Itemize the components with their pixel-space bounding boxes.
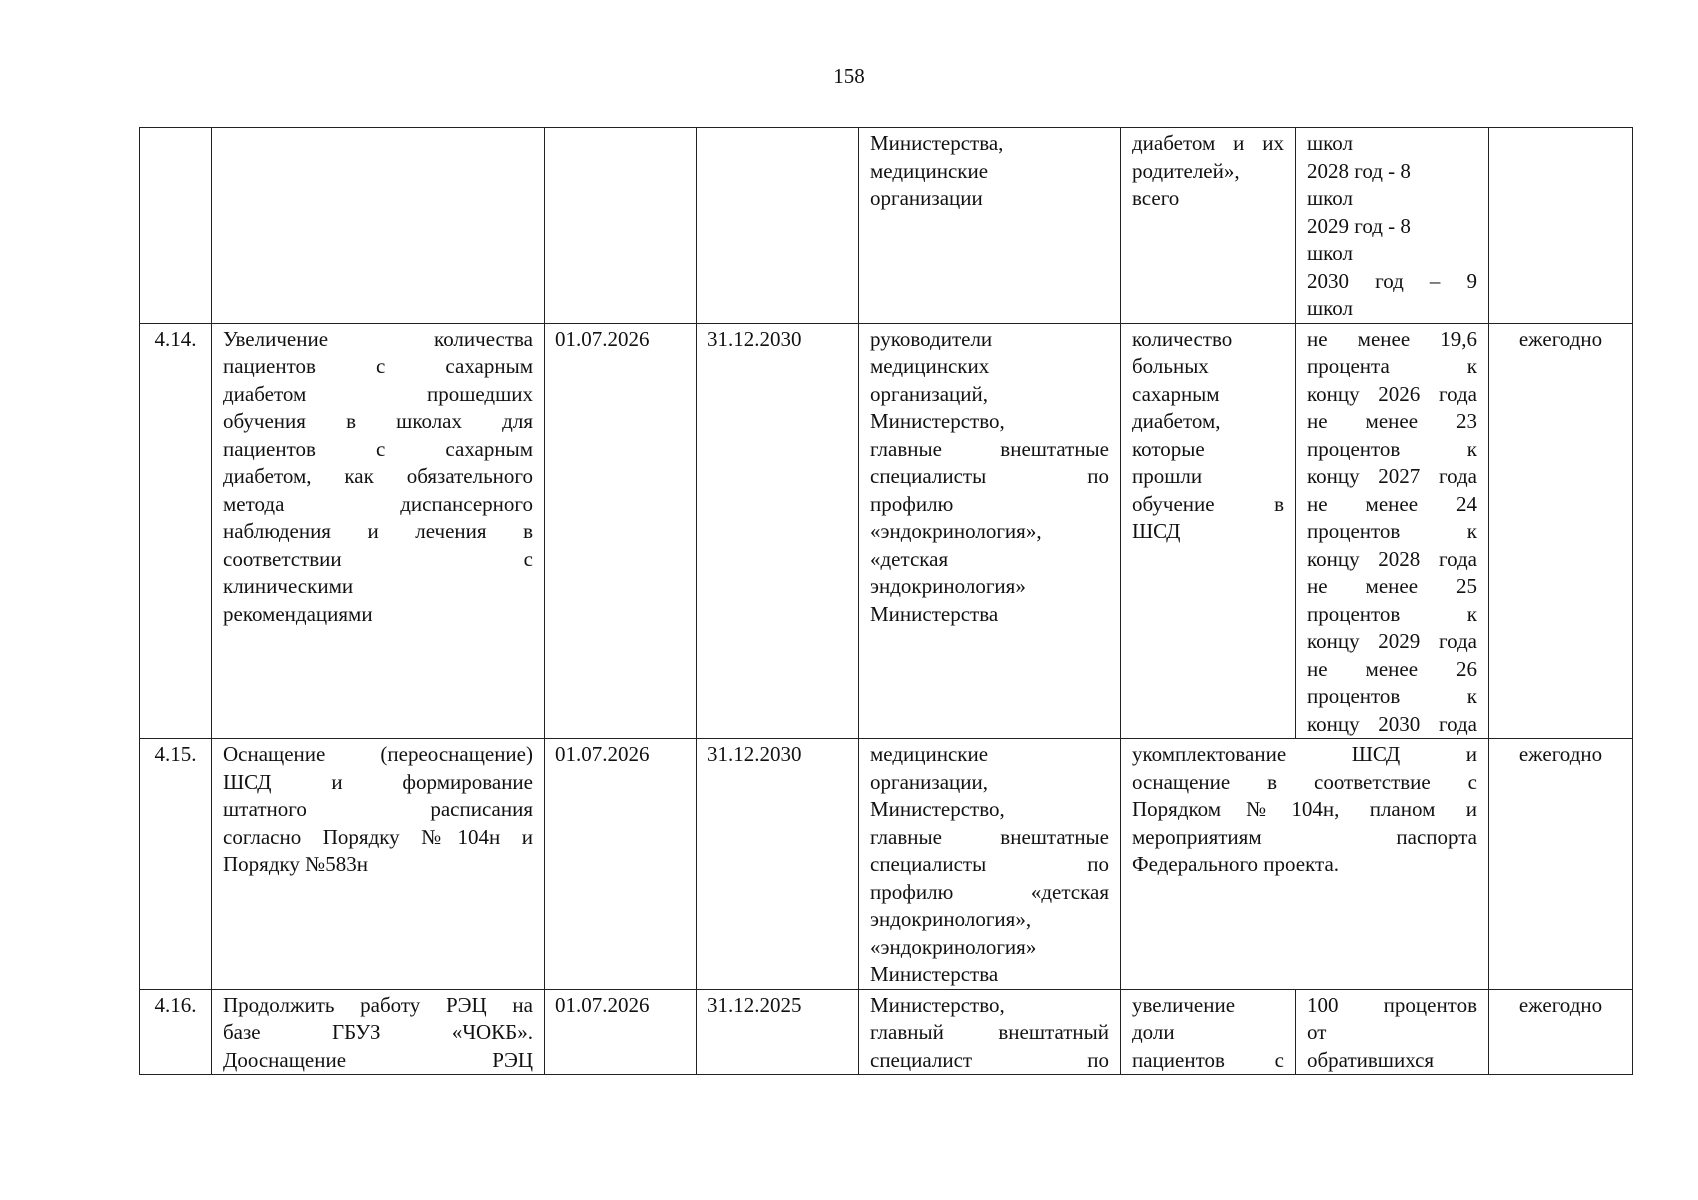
cell-text-line: Увеличение количества: [223, 326, 533, 351]
cell-text-line: ШСД и формирование: [223, 769, 533, 794]
scan-dot: [806, 1170, 807, 1171]
cell-text-line: концу 2027 года: [1307, 464, 1477, 488]
cell-text-line: Министерство,: [870, 797, 1005, 821]
cell-period: ежегодно: [1489, 323, 1633, 739]
cell-text-line: увеличение: [1132, 992, 1236, 1017]
cell-end-date: 31.12.2025: [697, 989, 859, 1075]
cell-end-date: [697, 128, 859, 324]
cell-text-line: главные внештатные: [870, 824, 1109, 849]
cell-text-line: количество: [1132, 326, 1233, 351]
cell-text-line: «эндокринология»,: [870, 519, 1042, 543]
cell-text-line: метода диспансерного: [223, 491, 533, 516]
cell-text-line: школ: [1307, 241, 1354, 265]
cell-text-line: профилю «детская: [870, 879, 1109, 904]
cell-responsible: [859, 323, 1121, 739]
cell-text-line: организаций,: [870, 381, 988, 406]
cell-text-line: медицинских: [870, 354, 990, 378]
cell-text-line: Министерство,: [870, 992, 1005, 1017]
cell-text-line: Министерства,: [870, 131, 1004, 155]
cell-action: [212, 323, 545, 739]
cell-target: [1296, 128, 1489, 324]
cell-text-line: Министерства: [870, 962, 999, 986]
cell-text-line: медицинские: [870, 158, 989, 183]
cell-text-line: школ: [1307, 296, 1354, 320]
cell-text-line: обучение в: [1132, 491, 1284, 516]
cell-text-line: всего: [1132, 186, 1180, 210]
cell-text-line: 2030 год – 9: [1307, 268, 1477, 293]
cell-text-line: специалисты по: [870, 852, 1109, 876]
cell-text-line: ШСД: [1132, 519, 1181, 543]
cell-text-line: согласно Порядку №104н и: [223, 824, 533, 849]
cell-text-line: концу 2029 года: [1307, 629, 1477, 653]
cell-text-line: больных: [1132, 354, 1209, 378]
cell-text-line: Министерство,: [870, 409, 1005, 433]
cell-text-line: процентов к: [1307, 684, 1477, 708]
cell-text-line: мероприятиям паспорта: [1132, 824, 1477, 849]
cell-text-line: соответствии с: [223, 546, 533, 571]
cell-period: ежегодно: [1489, 989, 1633, 1075]
cell-text-line: эндокринология»,: [870, 907, 1032, 931]
cell-text-line: Федерального проекта.: [1132, 852, 1340, 876]
cell-text-line: организации: [870, 186, 983, 210]
cell-action: [212, 739, 545, 990]
table-row-4-14: [140, 323, 1633, 739]
cell-text-line: диабетом, как обязательного: [223, 464, 533, 488]
cell-indicator-target-merged: [1121, 739, 1489, 990]
cell-text-line: клиническими: [223, 574, 354, 598]
cell-text-line: Продолжить работу РЭЦ на: [223, 992, 533, 1017]
cell-number: 4.16.: [140, 989, 212, 1075]
cell-text-line: сахарным: [1132, 381, 1220, 406]
cell-text-line: пациентов с сахарным: [223, 436, 533, 461]
cell-text-line: 2029 год - 8: [1307, 213, 1411, 238]
cell-text-line: базе ГБУЗ «ЧОКБ».: [223, 1020, 533, 1044]
cell-text-line: пациентов с сахарным: [223, 354, 533, 378]
cell-text-line: Министерства: [870, 601, 999, 626]
cell-text-line: Дооснащение РЭЦ: [223, 1047, 533, 1072]
cell-text-line: диабетом прошедших: [223, 381, 533, 406]
cell-text-line: рекомендациями: [223, 601, 373, 626]
cell-period: [1489, 128, 1633, 324]
cell-text-line: концу 2028 года: [1307, 546, 1477, 571]
cell-text-line: профилю: [870, 491, 954, 516]
cell-text-line: 100 процентов: [1307, 992, 1477, 1017]
cell-start-date: 01.07.2026: [545, 739, 697, 990]
cell-responsible: [859, 989, 1121, 1075]
cell-text-line: организации,: [870, 769, 988, 794]
cell-text-line: от: [1307, 1020, 1327, 1044]
cell-text-line: школ: [1307, 131, 1354, 155]
cell-action: [212, 989, 545, 1075]
cell-responsible: [859, 128, 1121, 324]
cell-text-line: обучения в школах для: [223, 409, 533, 433]
cell-text-line: обратившихся: [1307, 1047, 1435, 1072]
cell-text-line: процента к: [1307, 354, 1477, 378]
cell-text-line: не менее 19,6: [1307, 326, 1477, 351]
cell-text-line: 2028 год - 8: [1307, 158, 1411, 183]
cell-text-line: школ: [1307, 186, 1354, 210]
table-row-continuation: [140, 128, 1633, 324]
cell-text-line: не менее 25: [1307, 574, 1477, 598]
table-row-4-16: [140, 989, 1633, 1075]
cell-text-line: концу 2030 года: [1307, 711, 1477, 736]
cell-text-line: не менее 23: [1307, 409, 1477, 433]
cell-text-line: штатного расписания: [223, 797, 533, 821]
cell-text-line: специалисты по: [870, 464, 1109, 488]
cell-text-line: эндокринология»: [870, 574, 1026, 598]
cell-start-date: [545, 128, 697, 324]
cell-text-line: Порядку №583н: [223, 852, 368, 876]
cell-action: [212, 128, 545, 324]
cell-text-line: не менее 24: [1307, 491, 1477, 516]
cell-text-line: доли: [1132, 1020, 1175, 1044]
cell-text-line: прошли: [1132, 464, 1203, 488]
cell-target: [1296, 323, 1489, 739]
cell-text-line: диабетом,: [1132, 409, 1221, 433]
cell-text-line: диабетом и их: [1132, 131, 1284, 155]
cell-text-line: «детская: [870, 546, 949, 571]
cell-text-line: наблюдения и лечения в: [223, 519, 533, 543]
cell-text-line: медицинские: [870, 742, 989, 766]
cell-number: 4.14.: [140, 323, 212, 739]
cell-end-date: 31.12.2030: [697, 323, 859, 739]
table-row-4-15: [140, 739, 1633, 990]
cell-indicator: [1121, 989, 1296, 1075]
cell-text-line: процентов к: [1307, 601, 1477, 626]
cell-text-line: оснащение в соответствие с: [1132, 769, 1477, 794]
cell-text-line: процентов к: [1307, 436, 1477, 461]
cell-text-line: укомплектование ШСД и: [1132, 742, 1477, 766]
cell-indicator: [1121, 323, 1296, 739]
cell-text-line: руководители: [870, 326, 993, 351]
cell-period: ежегодно: [1489, 739, 1633, 990]
cell-text-line: которые: [1132, 436, 1205, 461]
cell-text-line: процентов к: [1307, 519, 1477, 543]
cell-target: [1296, 989, 1489, 1075]
cell-number: [140, 128, 212, 324]
cell-text-line: главный внештатный: [870, 1020, 1109, 1044]
page-number: 158: [833, 64, 865, 88]
cell-start-date: 01.07.2026: [545, 989, 697, 1075]
cell-start-date: 01.07.2026: [545, 323, 697, 739]
cell-text-line: главные внештатные: [870, 436, 1109, 461]
cell-indicator: [1121, 128, 1296, 324]
cell-text-line: родителей»,: [1132, 158, 1240, 183]
cell-text-line: «эндокринология»: [870, 934, 1037, 959]
cell-text-line: специалист по: [870, 1047, 1109, 1072]
cell-number: 4.15.: [140, 739, 212, 990]
cell-text-line: не менее 26: [1307, 656, 1477, 681]
cell-text-line: Порядком№104н, планом и: [1132, 797, 1477, 821]
measures-table: [139, 127, 1633, 1075]
cell-end-date: 31.12.2030: [697, 739, 859, 990]
cell-responsible: [859, 739, 1121, 990]
cell-text-line: пациентов с: [1132, 1047, 1284, 1072]
cell-text-line: Оснащение (переоснащение): [223, 742, 533, 766]
cell-text-line: концу 2026 года: [1307, 381, 1477, 406]
